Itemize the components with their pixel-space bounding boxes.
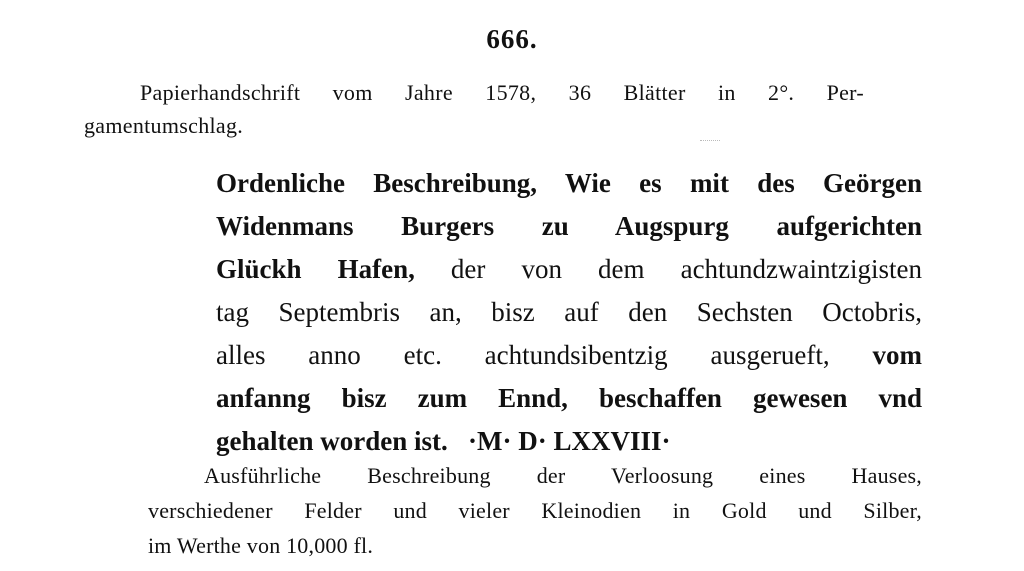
manuscript-title [216, 162, 922, 463]
title-line [216, 420, 922, 463]
title-line: tag Septembris an, bisz auf den Sechsten Octobris, [216, 297, 922, 327]
title-bold-segment: Glückh Hafen, [216, 254, 415, 284]
note-line: verschiedener Felder und vieler Kleinodien in Gold und Silber, [148, 498, 922, 523]
description-line: Papierhandschrift vom Jahre 1578, 36 Blätter in 2°. Per- [140, 80, 864, 105]
title-date: ·M· D· LXXVIII· [468, 426, 671, 456]
title-line [216, 248, 922, 291]
description-line: gamentumschlag. [84, 113, 244, 138]
content-note [148, 458, 922, 563]
title-bold-segment: vom [872, 340, 922, 370]
print-smudge [700, 140, 720, 143]
title-bold-segment: gehalten worden ist. [216, 426, 448, 456]
note-line: im Werthe von 10,000 fl. [148, 533, 374, 558]
note-line: Ausführliche Beschreibung der Verloosung eines Hauses, [204, 463, 922, 488]
title-regular-segment: alles anno etc. achtundsibentzig ausgerueft, [216, 340, 830, 370]
page-number: 666. [486, 24, 538, 54]
manuscript-description [84, 76, 864, 142]
title-line: Ordenliche Beschreibung, Wie es mit des Geörgen [216, 168, 922, 198]
title-line [216, 334, 922, 377]
title-line: anfanng bisz zum Ennd, beschaffen gewesen vnd [216, 383, 922, 413]
title-regular-segment: der von dem achtundzwaintzigisten [450, 254, 922, 284]
title-line: Widenmans Burgers zu Augspurg aufgerichten [216, 211, 922, 241]
